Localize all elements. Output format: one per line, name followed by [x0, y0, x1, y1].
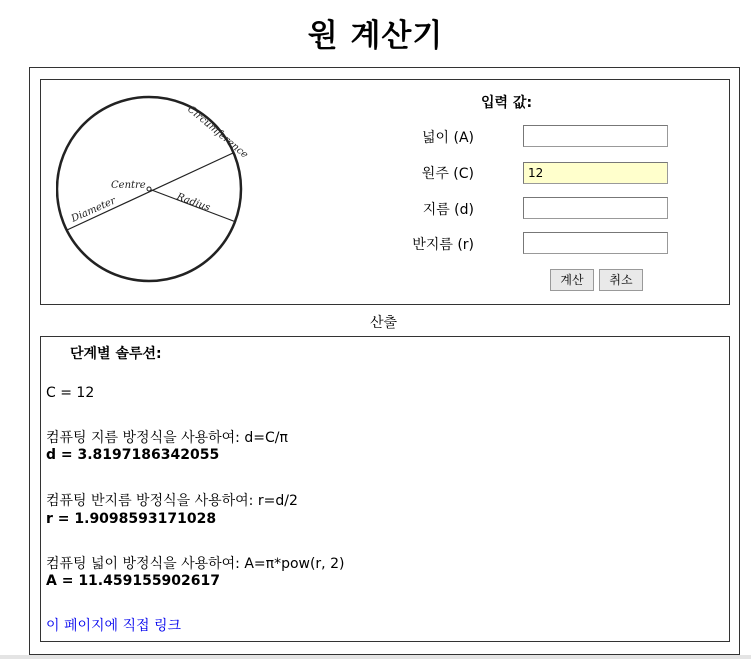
circumference-label: 원주 (C) — [421, 166, 474, 182]
area-input[interactable] — [523, 125, 668, 147]
radius-input[interactable] — [523, 232, 668, 254]
centre-label: Centre — [111, 180, 146, 191]
solution-heading: 단계별 솔루션: — [70, 346, 162, 362]
centre-point — [147, 187, 151, 191]
page-title: 원 계산기 — [307, 18, 444, 54]
input-panel — [40, 79, 730, 305]
cancel-button[interactable]: 취소 — [599, 269, 643, 291]
area-label: 넓이 (A) — [422, 130, 474, 146]
area-step-text: 컴퓨팅 넓이 방정식을 사용하여: A=π*pow(r, 2) — [46, 556, 345, 572]
diameter-line — [67, 153, 233, 230]
area-step-result: A = 11.459155902617 — [46, 573, 221, 589]
result-caption: 산출 — [369, 315, 398, 331]
given-value: C = 12 — [46, 385, 95, 401]
circumference-input[interactable] — [523, 162, 668, 184]
circumference-label: Circumference — [185, 103, 250, 161]
direct-link[interactable]: 이 페이지에 직접 링크 — [46, 618, 182, 634]
diameter-step-result: d = 3.8197186342055 — [46, 447, 220, 463]
diameter-label: 지름 (d) — [422, 202, 474, 218]
calculate-button[interactable]: 계산 — [550, 269, 594, 291]
diameter-step-text: 컴퓨팅 지름 방정식을 사용하여: d=C/π — [46, 430, 288, 446]
radius-step-result: r = 1.9098593171028 — [46, 511, 217, 527]
radius-label: Radius — [174, 191, 212, 214]
solution-panel — [40, 336, 730, 642]
input-heading: 입력 값: — [481, 95, 533, 111]
diameter-input[interactable] — [523, 197, 668, 219]
horizontal-scrollbar[interactable] — [0, 655, 751, 659]
radius-label: 반지름 (r) — [412, 237, 474, 253]
radius-step-text: 컴퓨팅 반지름 방정식을 사용하여: r=d/2 — [46, 493, 298, 509]
circle-diagram — [56, 92, 256, 292]
diameter-label: Diameter — [69, 195, 118, 225]
